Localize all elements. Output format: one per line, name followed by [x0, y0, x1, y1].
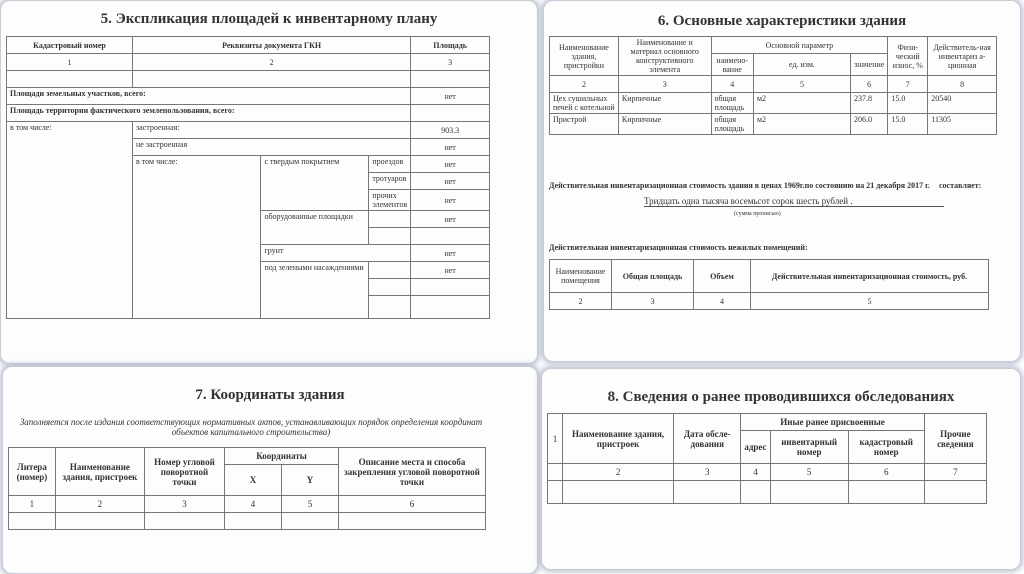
table-cell: 237.8	[850, 93, 887, 114]
table-cell: 5	[753, 76, 850, 93]
table-cell: 3	[612, 293, 694, 310]
table-cell: в том числе:	[133, 156, 261, 319]
table-cell: Y	[282, 465, 339, 496]
table-cell: в том числе:	[7, 122, 133, 319]
table-cell: Объем	[694, 260, 751, 293]
table-cell: Дата обсле-дования	[674, 414, 741, 464]
table-cell: составляет:	[939, 181, 982, 190]
table-cell: Наименование здания, пристройки	[550, 37, 619, 76]
section-5-title: 5. Экспликация площадей к инвентарному плану	[100, 11, 438, 27]
table-cell: Площадь территории фактического землепользования, всего:	[7, 105, 411, 122]
section-7-title: 7. Координаты здания	[195, 387, 345, 403]
table-cell: Действительная инвентаризационная стоимость, руб.	[751, 260, 989, 293]
panel-characteristics	[543, 0, 1021, 362]
table-cell: нет	[411, 262, 490, 279]
table-cell: 3	[411, 54, 490, 71]
coordinates-table	[8, 447, 486, 530]
table-cell: значение	[850, 54, 887, 76]
table-cell: 2	[55, 496, 144, 513]
table-cell: Цех сушильных печей с котельной	[550, 93, 619, 114]
table-cell: 15.0	[888, 93, 928, 114]
table-cell: 1	[548, 414, 563, 464]
table-cell: застроенная:	[133, 122, 411, 139]
table-cell: ед. изм.	[753, 54, 850, 76]
table-cell: 6	[848, 464, 924, 481]
table-cell: 2	[563, 464, 674, 481]
table-cell: общая площадь	[711, 114, 753, 135]
table-cell: Наименование помещения	[550, 260, 612, 293]
table-cell: нет	[411, 139, 490, 156]
table-cell: X	[225, 465, 282, 496]
table-cell: 15.0	[888, 114, 928, 135]
table-cell: Наименование и материал основного конструктивного элемента	[618, 37, 711, 76]
table-cell: 3	[144, 496, 224, 513]
table-cell: 8	[928, 76, 997, 93]
table-cell: Наименование здания, пристроек	[563, 414, 674, 464]
table-cell: Иные ранее присвоенные	[741, 414, 924, 431]
table-cell: м2	[753, 114, 850, 135]
table-cell: 1	[7, 54, 133, 71]
table-cell: не застроенная	[133, 139, 411, 156]
table-cell: 11305	[928, 114, 997, 135]
rooms-caption: Действительная инвентаризационная стоимость нежилых помещений:	[549, 243, 808, 252]
col-area: Площадь	[411, 37, 490, 54]
section-6-title: 6. Основные характеристики здания	[657, 13, 907, 29]
table-cell: прочих элементов	[369, 190, 411, 211]
surveys-table	[547, 413, 987, 504]
table-cell: грунт	[261, 245, 411, 262]
table-cell: 2	[550, 293, 612, 310]
table-cell: 6	[850, 76, 887, 93]
table-cell: 3	[674, 464, 741, 481]
table-cell: нет	[411, 88, 490, 105]
table-cell: 903.3	[411, 122, 490, 139]
table-row	[550, 114, 997, 135]
panel-explication	[0, 0, 538, 364]
table-cell: 2	[550, 76, 619, 93]
table-cell: Кирпичные	[618, 93, 711, 114]
table-cell: нет	[411, 156, 490, 173]
cost-words: Тридцать одна тысяча восемьсот сорок шесть рублей .	[644, 196, 944, 207]
table-cell: проездов	[369, 156, 411, 173]
table-cell: наимено-вание	[711, 54, 753, 76]
table-cell: Общая площадь	[612, 260, 694, 293]
table-cell: 4	[225, 496, 282, 513]
table-cell: Номер угловой поворотной точки	[144, 448, 224, 496]
table-cell: под зелеными насаждениями	[261, 262, 369, 319]
table-cell: 5	[751, 293, 989, 310]
table-cell: 7	[888, 76, 928, 93]
cost-line: Действительная инвентаризационная стоимость здания в ценах 1969г.по состоянию на 21 декабря 2017 г.	[549, 181, 930, 190]
table-cell: 3	[618, 76, 711, 93]
table-cell: Физи-ческий износ, %	[888, 37, 928, 76]
table-cell: Основной параметр	[711, 37, 888, 54]
table-cell: 1	[9, 496, 56, 513]
panel-coordinates	[2, 366, 538, 574]
table-cell: 7	[924, 464, 986, 481]
explication-table	[6, 36, 490, 319]
table-cell: 4	[741, 464, 770, 481]
table-cell: нет	[411, 173, 490, 190]
table-cell: Литера (номер)	[9, 448, 56, 496]
col-gkn: Реквизиты документа ГКН	[133, 37, 411, 54]
table-cell: Координаты	[225, 448, 339, 465]
table-cell: инвентарный номер	[770, 431, 848, 464]
table-cell: Площади земельных участков, всего:	[7, 88, 411, 105]
table-cell: (сумма прописью)	[734, 211, 781, 217]
table-cell: общая площадь	[711, 93, 753, 114]
table-cell: кадастровый номер	[848, 431, 924, 464]
table-cell: 206.0	[850, 114, 887, 135]
table-cell: 2	[133, 54, 411, 71]
table-cell: нет	[411, 211, 490, 228]
panel-surveys	[541, 368, 1021, 570]
table-cell: 4	[694, 293, 751, 310]
table-cell: Пристрой	[550, 114, 619, 135]
col-cadastral: Кадастровый номер	[7, 37, 133, 54]
table-cell: оборудованные площадки	[261, 211, 369, 245]
table-cell: 20540	[928, 93, 997, 114]
table-cell: 5	[770, 464, 848, 481]
characteristics-table	[549, 36, 997, 135]
table-cell: Наименование здания, пристроек	[55, 448, 144, 496]
table-cell: адрес	[741, 431, 770, 464]
table-cell: 5	[282, 496, 339, 513]
table-cell: 4	[711, 76, 753, 93]
table-cell: Кирпичные	[618, 114, 711, 135]
table-cell: нет	[411, 190, 490, 211]
table-cell: нет	[411, 245, 490, 262]
table-cell: 6	[339, 496, 486, 513]
rooms-table	[549, 259, 989, 310]
table-cell: Действитель-ная инвентариз а- ционная	[928, 37, 997, 76]
table-cell: с твердым покрытием	[261, 156, 369, 211]
table-cell: Описание места и способа закрепления угловой поворотной точки	[339, 448, 486, 496]
table-cell: Заполняется после издания соответствующих нормативных актов, устанавливающих порядок определения координат объектов капитального строительства)	[19, 417, 483, 437]
table-row	[550, 93, 997, 114]
table-cell: м2	[753, 93, 850, 114]
section-8-title: 8. Сведения о ранее проводившихся обследованиях	[607, 389, 955, 405]
table-cell: тротуаров	[369, 173, 411, 190]
table-cell: Прочие сведения	[924, 414, 986, 464]
